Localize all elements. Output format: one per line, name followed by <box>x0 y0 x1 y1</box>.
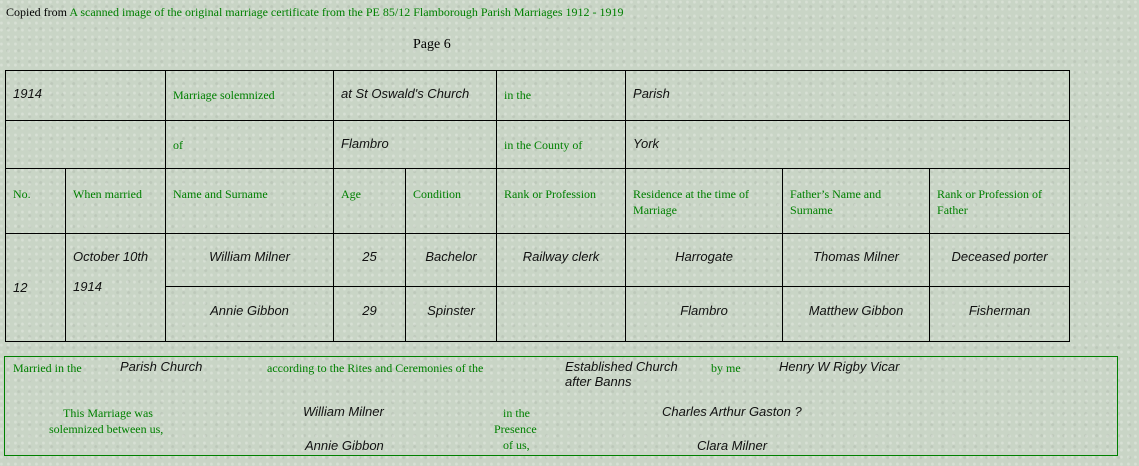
between-label-line1: This Marriage was <box>63 406 153 420</box>
header-row-1 <box>6 71 1070 121</box>
solemnization-footer <box>4 356 1118 456</box>
source-link[interactable]: A scanned image of the original marriage certificate from the PE 85/12 Flamborough Parish Marriages 1912 - 1919 <box>69 5 624 19</box>
bride-signature: Annie Gibbon <box>305 438 384 453</box>
header-row-2 <box>6 121 1070 169</box>
marriage-date <box>66 234 166 342</box>
married-in-label: Married in the <box>13 361 82 375</box>
entry-number: 12 <box>6 234 66 342</box>
groom-residence: Harrogate <box>626 234 783 287</box>
bride-condition: Spinster <box>406 287 497 342</box>
groom-name: William Milner <box>166 234 334 287</box>
marriage-register-table <box>5 70 1070 342</box>
by-me-label: by me <box>711 361 741 375</box>
col-residence: Residence at the time of Marriage <box>626 169 783 234</box>
year-cell: 1914 <box>6 71 166 121</box>
groom-father-name: Thomas Milner <box>783 234 930 287</box>
bride-age: 29 <box>334 287 406 342</box>
established-church-value: Established Church <box>565 359 678 374</box>
col-condition: Condition <box>406 169 497 234</box>
bride-name: Annie Gibbon <box>166 287 334 342</box>
groom-condition: Bachelor <box>406 234 497 287</box>
groom-rank: Railway clerk <box>497 234 626 287</box>
county-label: in the County of <box>497 121 626 169</box>
groom-age: 25 <box>334 234 406 287</box>
presence-line3: of us, <box>503 438 530 452</box>
col-rank: Rank or Profession <box>497 169 626 234</box>
marriage-solemnized-label: Marriage solemnized <box>166 71 334 121</box>
presence-line1: in the <box>503 406 530 420</box>
bride-father-rank: Fisherman <box>930 287 1070 342</box>
bride-rank <box>497 287 626 342</box>
col-father-name: Father’s Name and Surname <box>783 169 930 234</box>
district-cell: Flambro <box>334 121 497 169</box>
bride-father-name: Matthew Gibbon <box>783 287 930 342</box>
col-when-married: When married <box>66 169 166 234</box>
groom-row <box>6 234 1070 287</box>
source-note <box>6 5 624 20</box>
between-label-line2: solemnized between us, <box>49 422 164 436</box>
groom-signature: William Milner <box>303 404 384 419</box>
page-number: Page 6 <box>413 37 451 52</box>
groom-father-rank: Deceased porter <box>930 234 1070 287</box>
of-label: of <box>166 121 334 169</box>
district-type-cell: Parish <box>626 71 1070 121</box>
church-value: Parish Church <box>120 359 203 374</box>
place-cell: at St Oswald's Church <box>334 71 497 121</box>
after-banns-value: after Banns <box>565 374 632 389</box>
marriage-date-line1: October 10th <box>73 249 149 264</box>
rites-label: according to the Rites and Ceremonies of the <box>267 361 484 375</box>
column-header-row <box>6 169 1070 234</box>
col-father-rank: Rank or Profession of Father <box>930 169 1070 234</box>
county-cell: York <box>626 121 1070 169</box>
col-age: Age <box>334 169 406 234</box>
bride-row <box>6 287 1070 342</box>
officiant-value: Henry W Rigby Vicar <box>779 359 900 374</box>
witness2-signature: Clara Milner <box>697 438 768 453</box>
witness1-signature: Charles Arthur Gaston ? <box>662 404 802 419</box>
col-no: No. <box>6 169 66 234</box>
marriage-date-line2: 1914 <box>73 279 102 294</box>
source-prefix: Copied from <box>6 5 67 19</box>
presence-line2: Presence <box>494 422 537 436</box>
blank-cell <box>6 121 166 169</box>
in-the-label: in the <box>497 71 626 121</box>
bride-residence: Flambro <box>626 287 783 342</box>
col-name: Name and Surname <box>166 169 334 234</box>
